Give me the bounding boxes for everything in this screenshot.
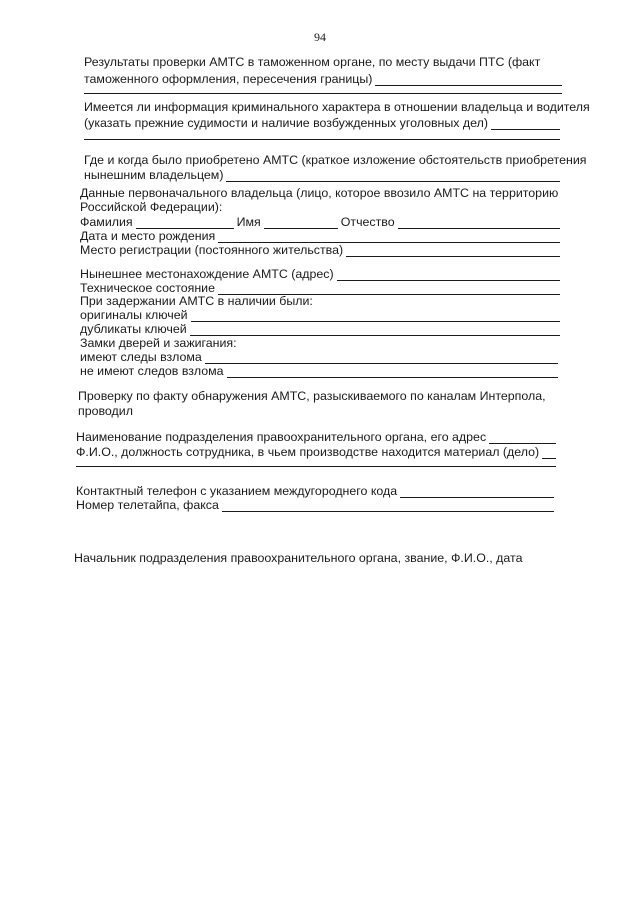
agency-unit-label: Наименование подразделения правоохранительного органа, его адрес bbox=[76, 430, 487, 444]
agency-unit-row bbox=[76, 428, 556, 444]
duplicate-keys-label: дубликаты ключей bbox=[80, 322, 187, 336]
location-label: Нынешнее местонахождение АМТС (адрес) bbox=[80, 267, 334, 281]
acquisition-line2 bbox=[84, 166, 560, 182]
check-results-line2 bbox=[84, 70, 562, 86]
acquisition-field[interactable] bbox=[226, 170, 560, 182]
criminal-info-label-cont: (указать прежние судимости и наличие возбужденных уголовных дел) bbox=[84, 116, 489, 130]
signature-row bbox=[74, 549, 522, 565]
acquisition-line1 bbox=[84, 151, 586, 167]
check-results-line1 bbox=[84, 53, 540, 69]
original-owner-line2 bbox=[80, 198, 222, 214]
officer-extra-line[interactable] bbox=[76, 466, 556, 467]
original-owner-label: Данные первоначального владельца (лицо, которое ввозило АМТС на территорию bbox=[80, 186, 559, 200]
registration-row bbox=[80, 241, 560, 257]
burglary-no-field[interactable] bbox=[227, 366, 559, 378]
teletype-row bbox=[76, 496, 554, 512]
interpol-label-cont: проводил bbox=[78, 404, 133, 418]
interpol-label: Проверку по факту обнаружения АМТС, разыскиваемого по каналам Интерпола, bbox=[78, 389, 546, 403]
criminal-info-line1 bbox=[84, 98, 590, 114]
acquisition-label-cont: нынешним владельцем) bbox=[84, 168, 224, 182]
criminal-info-field[interactable] bbox=[491, 118, 560, 130]
patronymic-label: Отчество bbox=[340, 215, 395, 229]
registration-field[interactable] bbox=[346, 245, 560, 257]
criminal-info-line2 bbox=[84, 114, 560, 130]
detention-label: При задержании АМТС в наличии были: bbox=[80, 294, 313, 308]
registration-label: Место регистрации (постоянного жительства) bbox=[80, 243, 344, 257]
officer-field[interactable] bbox=[542, 447, 556, 459]
check-results-extra-line[interactable] bbox=[84, 93, 562, 94]
burglary-yes-label: имеют следы взлома bbox=[80, 350, 202, 364]
criminal-info-label: Имеется ли информация криминального характера в отношении владельца и водителя bbox=[84, 100, 590, 114]
locks-label: Замки дверей и зажигания: bbox=[80, 336, 237, 350]
signature-label: Начальник подразделения правоохранительного органа, звание, Ф.И.О., дата bbox=[74, 551, 523, 565]
check-results-field[interactable] bbox=[375, 74, 562, 86]
phone-label: Контактный телефон с указанием междугороднего кода bbox=[76, 484, 398, 498]
check-results-label-cont: таможенного оформления, пересечения границы) bbox=[84, 72, 373, 86]
birth-label: Дата и место рождения bbox=[80, 229, 216, 243]
acquisition-label: Где и когда было приобретено АМТС (краткое изложение обстоятельств приобретения bbox=[84, 153, 587, 167]
page-number: 94 bbox=[314, 30, 326, 44]
burglary-no-label: не имеют следов взлома bbox=[80, 364, 224, 378]
duplicate-keys-field[interactable] bbox=[190, 324, 560, 336]
original-keys-label: оригиналы ключей bbox=[80, 308, 188, 322]
interpol-line1 bbox=[78, 387, 546, 403]
surname-label: Фамилия bbox=[80, 215, 133, 229]
check-results-label: Результаты проверки АМТС в таможенном органе, по месту выдачи ПТС (факт bbox=[84, 55, 541, 69]
name-label: Имя bbox=[236, 215, 261, 229]
technical-label: Техническое состояние bbox=[80, 281, 215, 295]
teletype-field[interactable] bbox=[222, 500, 554, 512]
teletype-label: Номер телетайпа, факса bbox=[76, 498, 219, 512]
officer-label: Ф.И.О., должность сотрудника, в чьем производстве находится материал (дело) bbox=[76, 445, 540, 459]
officer-row bbox=[76, 443, 556, 459]
criminal-info-extra-line[interactable] bbox=[84, 139, 560, 140]
burglary-no-row bbox=[80, 362, 558, 378]
original-owner-label-cont: Российской Федерации): bbox=[80, 200, 223, 214]
interpol-line2 bbox=[78, 402, 133, 418]
